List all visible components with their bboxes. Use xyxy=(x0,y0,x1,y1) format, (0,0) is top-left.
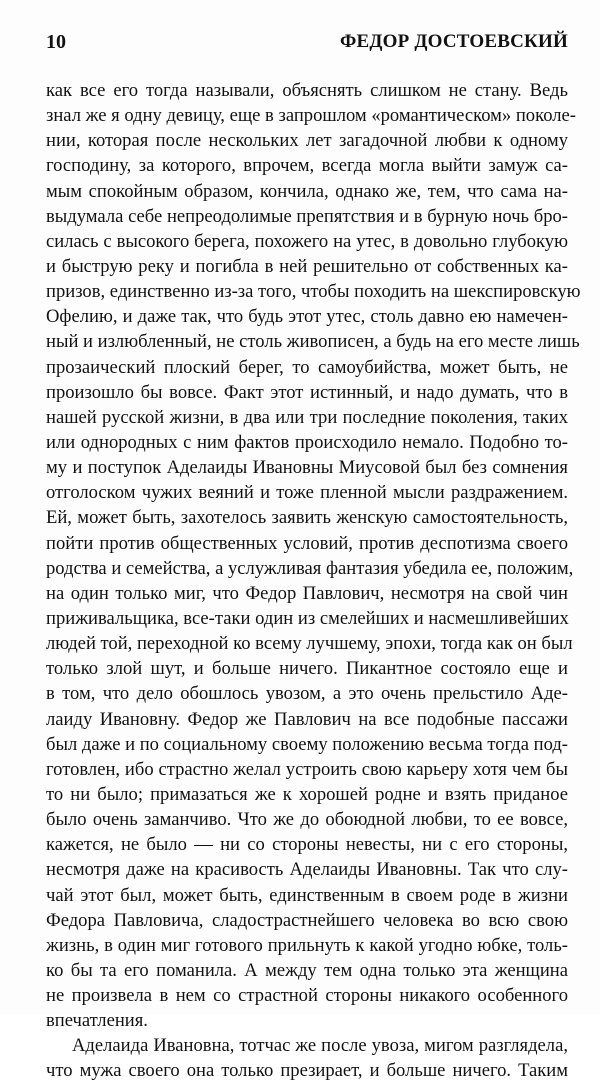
text-line: призов, единственно из-за того, чтобы походить на шекспировскую xyxy=(46,281,581,303)
text-line: то ни было; примазаться же к хорошей родне и взять приданое xyxy=(46,783,568,805)
text-line: лаиду Ивановну. Федор же Павлович на все подобные пассажи xyxy=(46,708,568,730)
text-line: Федора Павловича, сладострастнейшего человека во всю свою xyxy=(46,909,568,931)
body-text xyxy=(46,78,581,1084)
page-number: 10 xyxy=(46,31,66,53)
text-line: ко бы та его поманила. А между тем одна только эта женщина xyxy=(46,959,568,981)
text-line: было очень заманчиво. Что же до обоюдной любви, то ее вовсе, xyxy=(46,809,568,831)
text-line: что мужа своего она только презирает, и больше ничего. Таким xyxy=(46,1060,568,1082)
text-line: на один только миг, что Федор Павлович, несмотря на свой чин xyxy=(46,582,568,604)
text-line: как все его тогда называли, объяснять слишком не стану. Ведь xyxy=(46,80,568,101)
text-line: ный и излюбленный, не столь живописен, а будь на его месте лишь xyxy=(46,331,580,353)
page-header xyxy=(46,31,568,61)
text-line: нии, которая после нескольких лет загадочной любви к одному xyxy=(46,130,568,152)
text-line: му и поступок Аделаиды Ивановны Миусовой был без сомнения xyxy=(46,457,568,479)
text-line: приживальщика, все-таки один из смелейших и насмешливейших xyxy=(46,607,569,629)
text-line: произошло бы вовсе. Факт этот истинный, и надо думать, что в xyxy=(46,381,568,403)
text-line: людей той, переходной ко всему лучшему, эпохи, тогда как он был xyxy=(46,633,573,655)
text-line: был даже и по социальному своему положению весьма тогда под- xyxy=(46,733,568,755)
text-line: нашей русской жизни, в два или три последние поколения, таких xyxy=(46,406,568,428)
text-line: готовлен, ибо страстно желал устроить свою карьеру хотя чем бы xyxy=(46,758,568,780)
text-line: господину, за которого, впрочем, всегда могла выйти замуж са- xyxy=(46,155,568,177)
text-line: мым спокойным образом, кончила, однако же, тем, что сама на- xyxy=(46,180,568,202)
text-line: и быструю реку и погибла в ней решительно от собственных ка- xyxy=(46,255,568,277)
text-line: силась с высокого берега, похожего на утес, в довольно глубокую xyxy=(46,230,568,252)
text-line: в том, что дело обошлось увозом, а это очень прельстило Аде- xyxy=(46,683,568,705)
text-line: пойти против общественных условий, против деспотизма своего xyxy=(46,532,568,554)
text-line: Ей, может быть, захотелось заявить женскую самостоятельность, xyxy=(46,507,568,529)
text-line: только злой шут, и больше ничего. Пикантное состояло еще и xyxy=(46,658,568,680)
text-line: Офелию, и даже так, что будь этот утес, столь давно ею намечен- xyxy=(46,306,568,328)
text-line: или однородных с ним фактов происходило немало. Подобно то- xyxy=(46,431,568,453)
text-line: впечатления. xyxy=(46,1010,148,1032)
text-line: прозаический плоский берег, то самоубийства, может быть, не xyxy=(46,356,568,378)
text-line: чай этот был, может быть, единственным в своем роде в жизни xyxy=(46,884,568,906)
text-line: знал же я одну девицу, еще в запрошлом «романтическом» поколе- xyxy=(46,105,576,127)
text-line: родства и семейства, а услужливая фантазия убедила ее, положим, xyxy=(46,557,574,579)
text-line: несмотря даже на красивость Аделаиды Ивановны. Так что слу- xyxy=(46,859,568,881)
text-line: не произвела в нем со страстной стороны никакого особенного xyxy=(46,985,568,1007)
text-line: Аделаида Ивановна, тотчас же после увоза, мигом разглядела, xyxy=(72,1035,568,1057)
text-line: отголоском чужих веяний и тоже пленной мысли раздражением. xyxy=(46,482,568,504)
running-head: ФЕДОР ДОСТОЕВСКИЙ xyxy=(339,31,568,52)
text-line: жизнь, в один миг готового прильнуть к какой угодно юбке, толь- xyxy=(46,934,568,956)
text-line: выдумала себе непреодолимые препятствия и в бурную ночь бро- xyxy=(46,205,568,227)
text-line: кажется, не было — ни со стороны невесты, ни с его стороны, xyxy=(46,834,568,856)
